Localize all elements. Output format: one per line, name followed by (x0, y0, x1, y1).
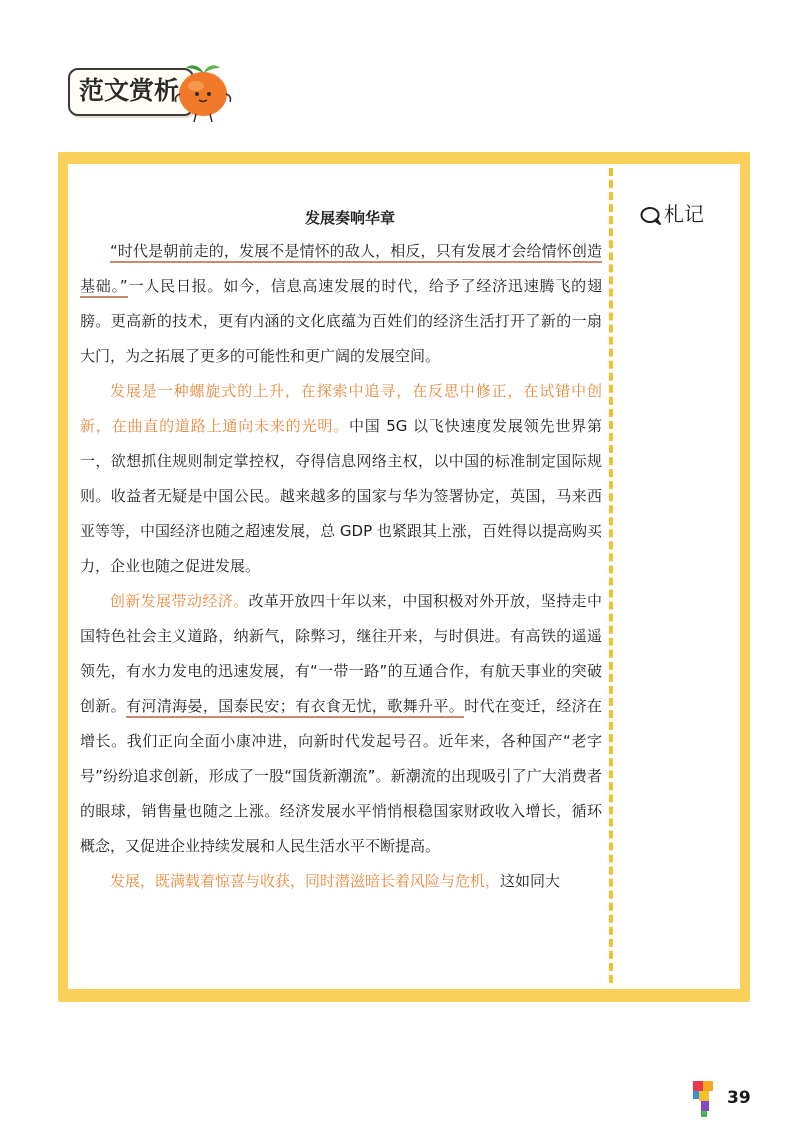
paragraph-1 (80, 234, 602, 374)
topic-sentence-1: 发展是一种螺旋式的上升，在探索中追寻，在反思中修正，在试错中创新，在曲直的道路上通向未来的光明。 (80, 382, 602, 435)
notes-header (640, 200, 704, 228)
paragraph-2 (80, 374, 602, 584)
topic-sentence-2: 创新发展带动经济。 (110, 592, 249, 610)
paragraph-2-text: 中国 5G 以飞快速度发展领先世界第一，欲想抓住规则制定掌控权，夺得信息网络主权，以中国的标准制定国际规则。收益者无疑是中国公民。越来越多的国家与华为签署协定，英国，马来西亚等等，中国经济也随之超速发展，总 GDP 也紧跟其上涨，百姓得以提高购买力，企业也随之促进发展。 (80, 417, 602, 575)
essay-card-inner (68, 164, 740, 989)
article-body (80, 204, 602, 899)
topic-sentence-3: 发展，既满载着惊喜与收获，同时潜滋暗长着风险与危机， (110, 872, 501, 890)
paragraph-4 (80, 864, 602, 899)
puzzle-logo-icon (691, 1079, 719, 1119)
notes-title: 札记 (664, 202, 704, 226)
page-number: 39 (727, 1088, 751, 1108)
opening-quote: “时代是朝前走的，发展不是情怀的敌人，相反，只有发展才会给情怀创造基础。” (80, 242, 602, 298)
section-badge-label: 范文赏析 (79, 76, 180, 105)
essay-card (58, 152, 750, 1002)
speech-bubble-icon (640, 206, 662, 226)
paragraph-1-text: 一人民日报。如今，信息高速发展的时代，给予了经济迅速腾飞的翅膀。更高新的技术，更有内涵的文化底蕴为百姓们的经济生活打开了新的一扇大门，为之拓展了更多的可能性和更广阔的发展空间。 (80, 277, 602, 365)
paragraph-3 (80, 584, 602, 864)
paragraph-3-text-b: 时代在变迁，经济在增长。我们正向全面小康冲进，向新时代发起号召。近年来，各种国产“老字号”纷纷追求创新，形成了一股“国货新潮流”。新潮流的出现吸引了广大消费者的眼球，销售量也随之上涨。经济发展水平悄悄根稳国家财政收入增长，循环概念，又促进企业持续发展和人民生活水平不断提高。 (80, 697, 602, 855)
article-title: 发展奏响华章 (304, 209, 395, 227)
notes-divider (609, 168, 613, 983)
underlined-phrase: 有河清海晏，国泰民安；有衣食无忧，歌舞升平。 (126, 697, 464, 718)
orange-mascot-icon (170, 56, 240, 126)
paragraph-3-text-a: 改革开放四十年以来，中国积极对外开放，坚持走中国特色社会主义道路，纳新气，除弊习，继往开来，与时俱进。有高铁的遥遥领先，有水力发电的迅速发展，有“一带一路”的互通合作，有航天事业的突破创新。 (80, 592, 602, 715)
paragraph-4-text: 这如同大 (500, 872, 561, 890)
